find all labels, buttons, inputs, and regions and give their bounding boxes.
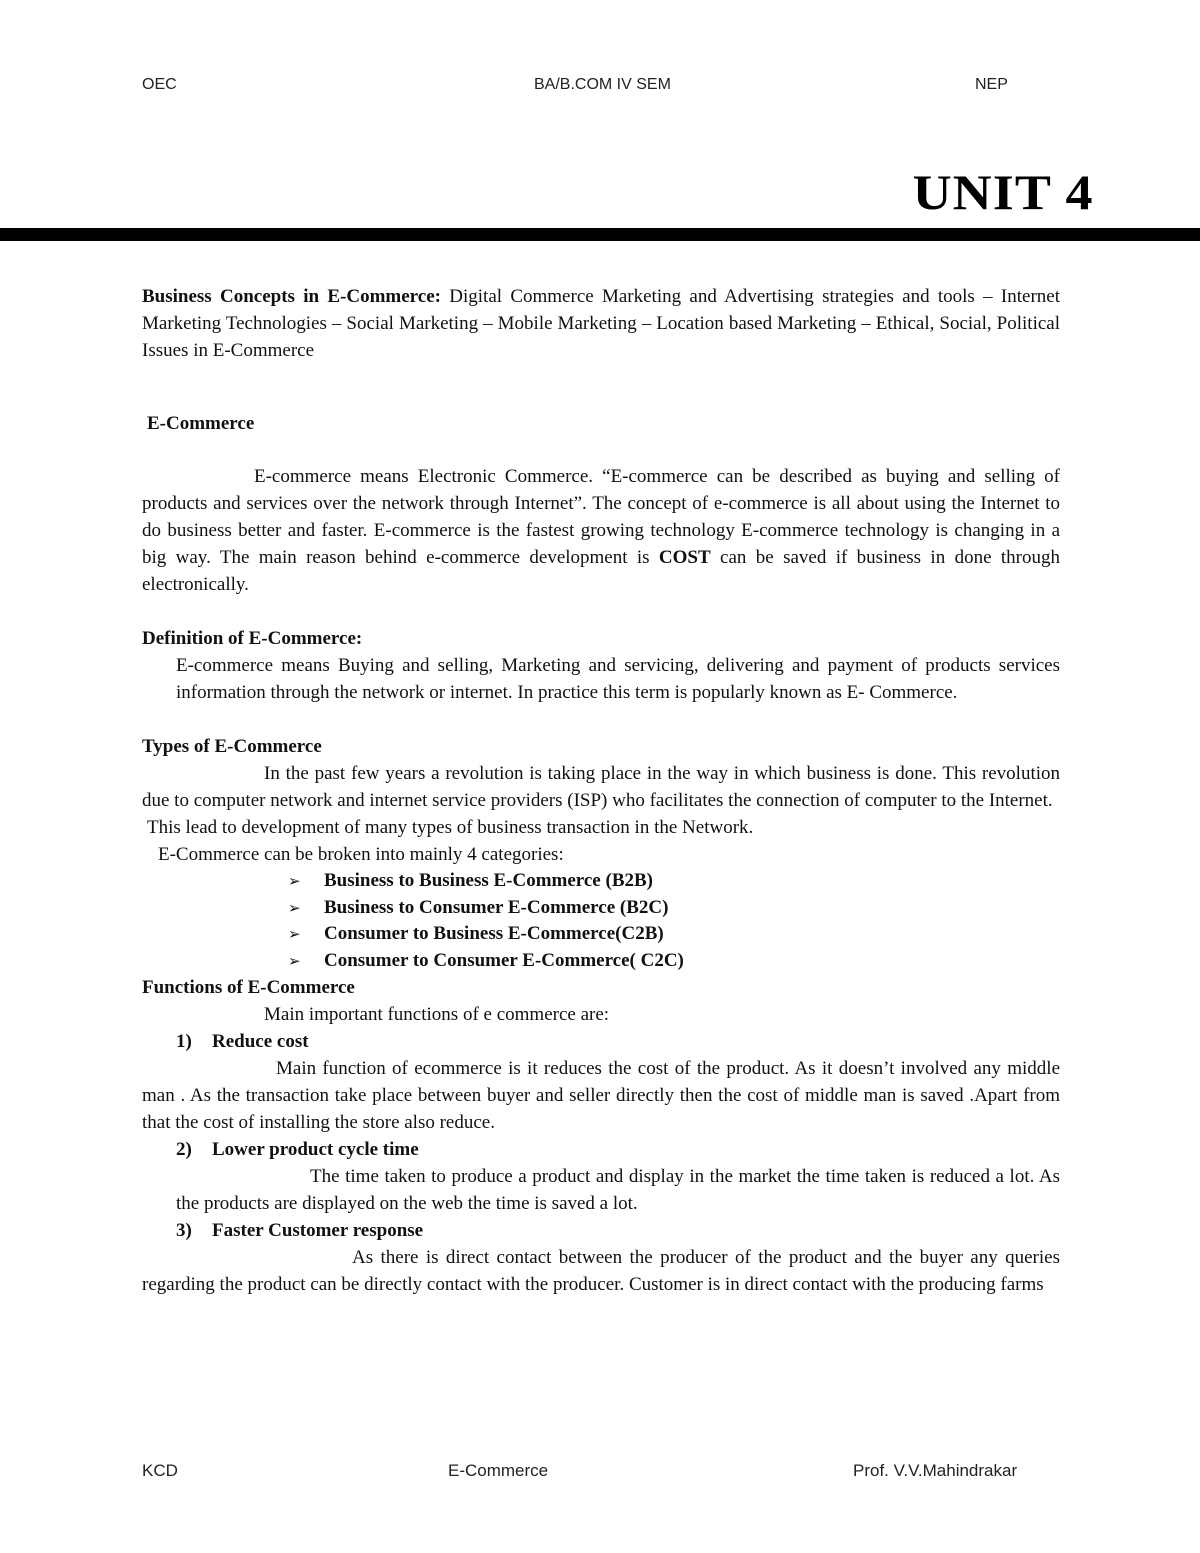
- arrow-bullet-icon: ➢: [288, 925, 301, 943]
- function-number: 3): [176, 1220, 192, 1241]
- function-number: 1): [176, 1031, 192, 1052]
- ecommerce-heading: E-Commerce: [147, 413, 255, 434]
- list-item-label: Consumer to Business E-Commerce(C2B): [324, 923, 664, 944]
- function-title-text: Lower product cycle time: [212, 1139, 419, 1160]
- definition-text: E-commerce means Buying and selling, Marketing and servicing, delivering and payment of products services information through the network or internet. In practice this term is popularly known as E- Commerce.: [176, 655, 1060, 703]
- function-title-text: Faster Customer response: [212, 1220, 424, 1241]
- header-center: BA/B.COM IV SEM: [534, 76, 671, 93]
- list-item: [288, 921, 1060, 948]
- function-number: 2): [176, 1139, 192, 1160]
- header-left: OEC: [142, 76, 177, 93]
- arrow-bullet-icon: ➢: [288, 898, 301, 917]
- ecommerce-paragraph: [142, 463, 1060, 598]
- document-body: [142, 283, 1060, 1298]
- function-title: [142, 1028, 1060, 1055]
- list-item-label: Business to Business E-Commerce (B2B): [324, 870, 653, 891]
- function-title: [142, 1136, 1060, 1163]
- arrow-bullet-icon: ➢: [288, 872, 301, 890]
- functions-heading: Functions of E-Commerce: [142, 977, 355, 998]
- function-title-text: Reduce cost: [212, 1031, 309, 1052]
- list-item: [288, 948, 1060, 975]
- types-lead: This lead to development of many types of business transaction in the Network.: [147, 817, 754, 838]
- footer-right: Prof. V.V.Mahindrakar: [853, 1461, 1018, 1480]
- types-list: [142, 868, 1060, 974]
- definition-heading: Definition of E-Commerce:: [142, 628, 363, 649]
- list-item-label: Business to Consumer E-Commerce (B2C): [324, 896, 669, 918]
- function-text: The time taken to produce a product and display in the market the time taken is reduced a lot. As the products are displayed on the web the time is saved a lot.: [176, 1166, 1060, 1214]
- types-categories: E-Commerce can be broken into mainly 4 categories:: [158, 844, 564, 865]
- footer-center: E-Commerce: [448, 1461, 549, 1480]
- list-item: [288, 895, 1060, 922]
- types-heading: Types of E-Commerce: [142, 736, 322, 757]
- arrow-bullet-icon: ➢: [288, 951, 301, 970]
- ecommerce-text-end: can be saved if business in done through electronically.: [142, 547, 1060, 595]
- intro-bold: Business Concepts in E-Commerce:: [142, 286, 441, 307]
- footer-left: KCD: [142, 1461, 178, 1480]
- header-right: NEP: [975, 76, 1008, 93]
- function-text: Main function of ecommerce is it reduces the cost of the product. As it doesn’t involved any middle man . As the transaction take place between buyer and seller directly then the cost of middle man is saved .Apart from that the cost of installing the store also reduce.: [142, 1058, 1060, 1133]
- intro-text: Digital Commerce Marketing and Advertising strategies and tools – Internet Marketing Technologies – Social Marketing – Mobile Marketing – Location based Marketing – Ethical, Social, Political Issues in E-Commerce: [142, 286, 1060, 361]
- functions-intro: Main important functions of e commerce are:: [264, 1004, 610, 1025]
- unit-title: UNIT 4: [912, 164, 1094, 220]
- types-paragraph: In the past few years a revolution is taking place in the way in which business is done. This revolution due to computer network and internet service providers (ISP) who facilitates the connection of computer to the Internet.: [142, 763, 1060, 811]
- list-item: [288, 868, 1060, 895]
- ecommerce-text: E-commerce means Electronic Commerce. “E-commerce can be described as buying and selling of products and services over the network through Internet”. The concept of e-commerce is all about using the Internet to do business better and faster. E-commerce is the fastest growing technology E-commerce technology is changing in a big way. The main reason behind e-commerce development is: [142, 466, 1060, 568]
- header-rule: [0, 228, 1200, 241]
- function-text: As there is direct contact between the producer of the product and the buyer any queries regarding the product can be directly contact with the producer. Customer is in direct contact with the producing farms: [142, 1247, 1060, 1295]
- intro-paragraph: [142, 283, 1060, 364]
- list-item-label: Consumer to Consumer E-Commerce( C2C): [324, 949, 684, 971]
- ecommerce-cost: COST: [658, 547, 711, 568]
- function-title: [142, 1217, 1060, 1244]
